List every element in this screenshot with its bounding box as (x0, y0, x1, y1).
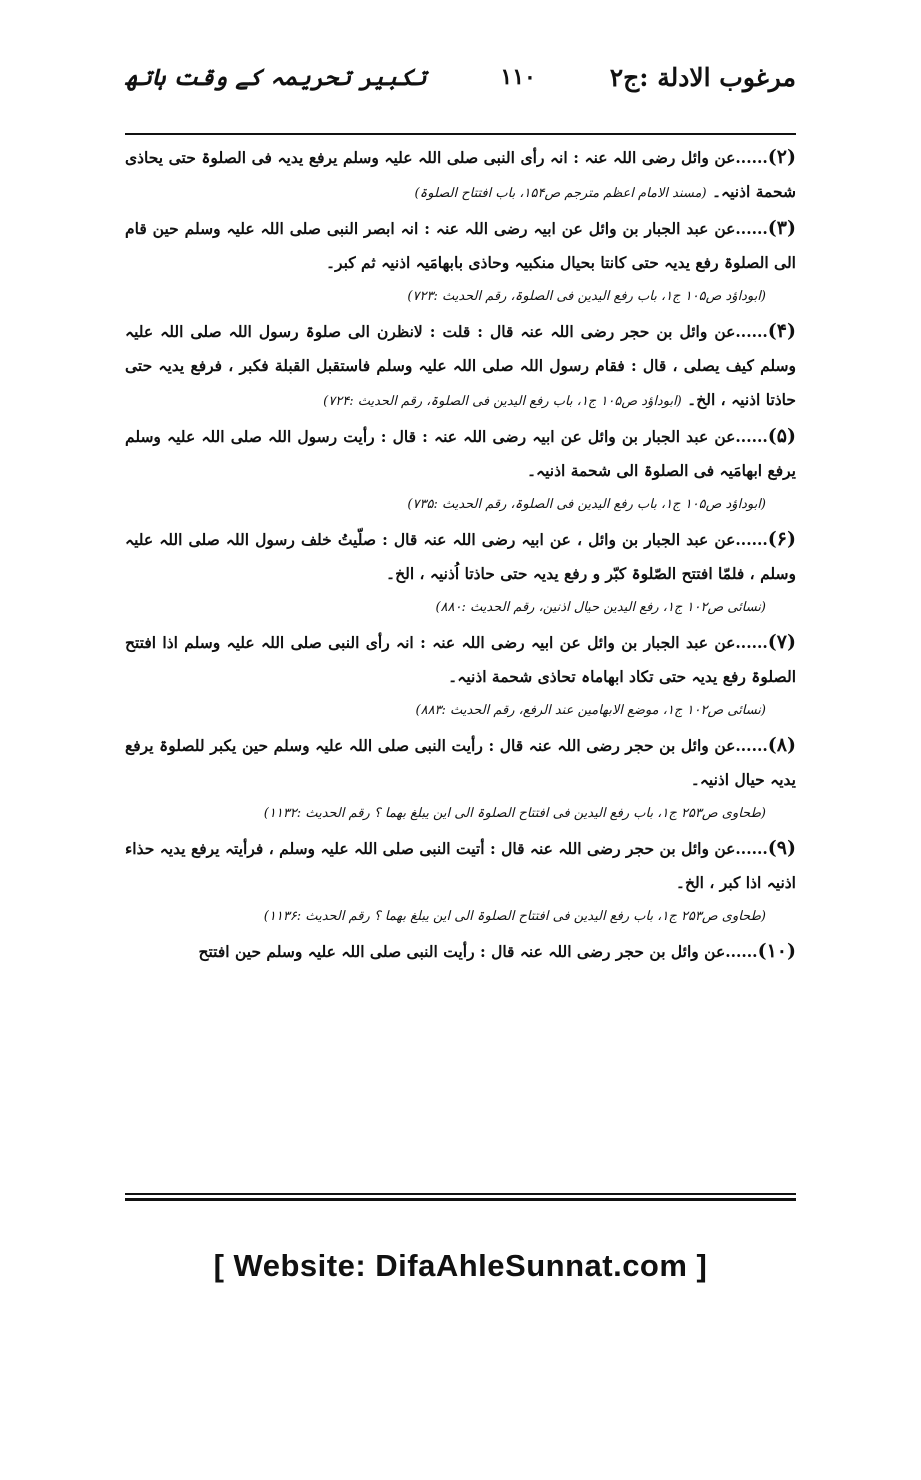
hadith-number: (۸) (767, 734, 796, 756)
hadith-reference: (نسائی ص۱۰۲ ج۱، موضع الابھامین عند الرفع، رقم الحدیث :۸۸۳) (415, 703, 766, 718)
header-divider (125, 133, 796, 135)
hadith-reference: (طحاوی ص۲۵۳ ج۱، باب رفع الیدین فی افتتاح الصلوۃ الی این یبلغ بھما ؟ رقم الحدیث :۱۱۳۶) (263, 909, 766, 924)
hadith-entry (125, 934, 796, 969)
hadith-text: ......عن عبد الجبار بن وائل عن ابیہ رضی اللہ عنہ : انہ ابصر النبی صلی اللہ علیہ وسلم حین قام الی الصلوۃ رفع یدیہ حتی کانتا بحیال منکبیہ وحاذی بابھامَیہ اذنیہ ثم کبر۔ (125, 219, 796, 272)
hadith-reference: (ابوداؤد ص۱۰۵ ج۱، باب رفع الیدین فی الصلوۃ، رقم الحدیث :۷۲۳) (407, 289, 766, 304)
hadith-entry (125, 728, 796, 797)
hadith-entry (125, 419, 796, 488)
book-title: مرغوب الادلة :ج۲ (609, 62, 796, 92)
hadith-text: ......عن عبد الجبار بن وائل ، عن ابیہ رضی اللہ عنہ قال : صلّیتُ خلف رسول اللہ صلی اللہ علیہ وسلم ، فلمّا افتتح الصّلوۃ کبّر و رفع یدیہ حتی حاذتا اُذنیہ ، الخ۔ (125, 530, 796, 583)
hadith-number: (۹) (767, 837, 796, 859)
hadith-text: ......عن عبد الجبار بن وائل عن ابیہ رضی اللہ عنہ : انہ رأی النبی صلی اللہ علیہ وسلم اذا افتتح الصلوۃ رفع یدیہ حتی تکاد ابھاماہ تحاذی شحمة اذنیہ۔ (125, 633, 796, 686)
page-header (125, 52, 796, 102)
hadith-reference: (نسائی ص۱۰۲ ج۱، رفع الیدین حیال اذنین، رقم الحدیث :۸۸۰) (435, 600, 766, 615)
page-number: ۱۱۰ (500, 64, 536, 90)
hadith-entry (125, 522, 796, 591)
hadith-number: (۷) (767, 631, 796, 653)
hadith-number: (۵) (767, 425, 796, 447)
hadith-number: (۱۰) (757, 940, 796, 962)
hadith-number: (۴) (767, 320, 796, 342)
hadith-number: (۲) (767, 146, 796, 168)
hadith-reference: (ابوداؤد ص۱۰۵ ج۱، باب رفع الیدین فی الصلوۃ، رقم الحدیث :۷۲۴) (323, 394, 682, 409)
hadith-text: ......عن وائل بن حجر رضی اللہ عنہ قال : قلت : لانظرن الی صلوۃ رسول اللہ صلی اللہ علیہ وسلم کیف یصلی ، قال : فقام رسول اللہ صلی اللہ علیہ وسلم فاستقبل القبلة فکبر ، فرفع یدیہ حتی حاذتا اذنیہ ، الخ۔ (125, 322, 796, 409)
hadith-reference: (مسند الامام اعظم مترجم ص۱۵۴، باب افتتاح الصلوۃ) (414, 186, 707, 201)
hadith-reference: (ابوداؤد ص۱۰۵ ج۱، باب رفع الیدین فی الصلوۃ، رقم الحدیث :۷۳۵) (407, 497, 766, 512)
hadith-text: ......عن عبد الجبار بن وائل عن ابیہ رضی اللہ عنہ : قال : رأیت رسول اللہ صلی اللہ علیہ وسلم یرفع ابھامَیہ فی الصلوۃ الی شحمة اذنیہ۔ (125, 427, 796, 480)
chapter-topic: تکبیر تحریمہ کے وقت ہاتھ (125, 63, 427, 91)
footer-divider-top (125, 1193, 796, 1195)
hadith-entry (125, 831, 796, 900)
hadith-text: ......عن وائل بن حجر رضی اللہ عنہ قال : رأیت النبی صلی اللہ علیہ وسلم حین یکبر للصلوۃ یرفع یدیہ حیال اذنیہ۔ (125, 736, 796, 789)
hadith-entry (125, 625, 796, 694)
hadith-text: ......عن وائل بن حجر رضی اللہ عنہ قال : رأیت النبی صلی اللہ علیہ وسلم حین افتتح (198, 942, 758, 961)
hadith-number: (۳) (767, 217, 796, 239)
hadith-number: (۶) (767, 528, 796, 550)
hadith-entry (125, 211, 796, 280)
footer-divider-bottom (125, 1198, 796, 1201)
hadith-entry (125, 314, 796, 419)
hadith-reference: (طحاوی ص۲۵۳ ج۱، باب رفع الیدین فی افتتاح الصلوۃ الی این یبلغ بھما ؟ رقم الحدیث :۱۱۳۲) (263, 806, 766, 821)
hadith-text: ......عن وائل بن حجر رضی اللہ عنہ قال : أتیت النبی صلی اللہ علیہ وسلم ، فرأیتہ یرفع یدیہ حذاء اذنیہ اذا کبر ، الخ۔ (125, 839, 796, 892)
hadith-entry (125, 140, 796, 211)
website-footer: [ Website: DifaAhleSunnat.com ] (213, 1248, 708, 1283)
hadith-text: ......عن وائل رضی اللہ عنہ : انہ رأی النبی صلی اللہ علیہ وسلم یرفع یدیہ فی الصلوۃ حتی یحاذی شحمة اذنیہ۔ (125, 148, 796, 201)
